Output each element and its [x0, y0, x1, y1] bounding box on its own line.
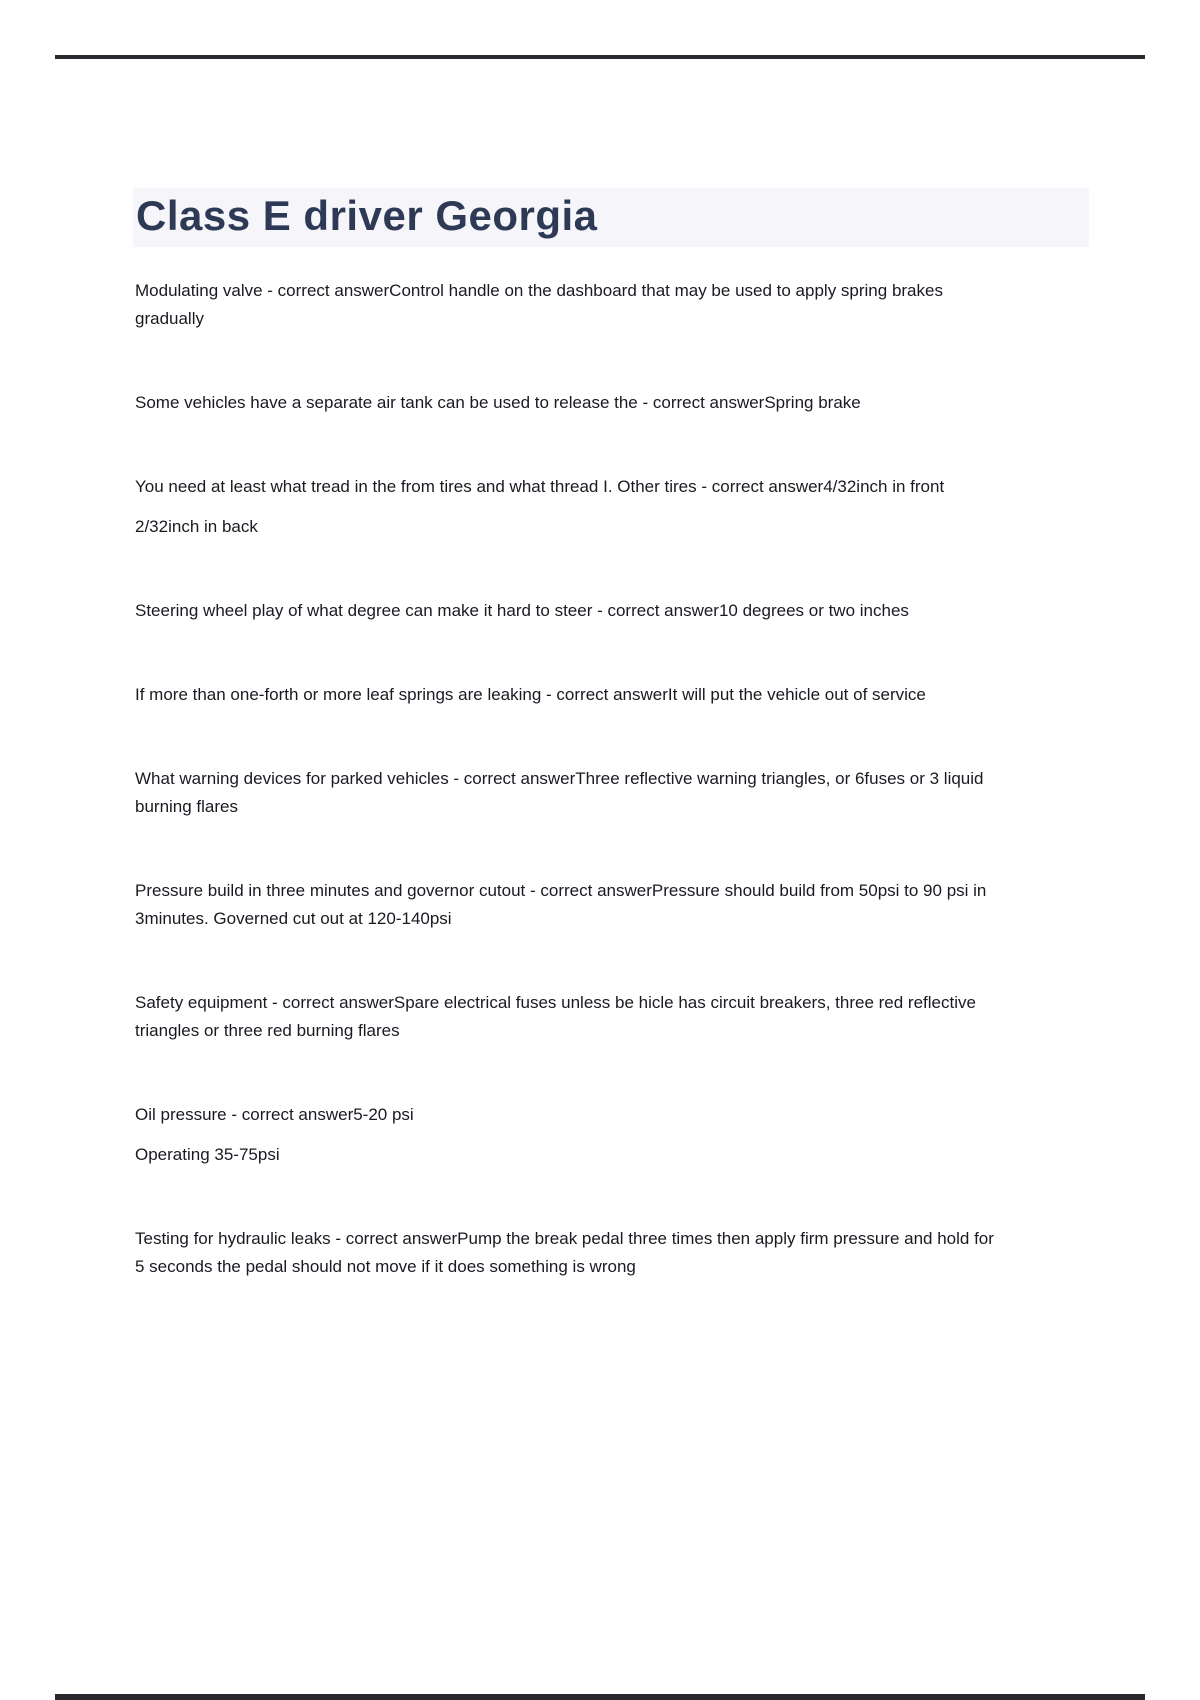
qa-paragraph: If more than one-forth or more leaf springs are leaking - correct answerIt will put the vehicle out of service: [135, 685, 926, 704]
qa-paragraph: 2/32inch in back: [135, 517, 258, 536]
qa-paragraph: You need at least what tread in the from tires and what thread I. Other tires - correct answer4/32inch in front: [135, 477, 945, 496]
qa-block: [135, 473, 1008, 541]
bottom-rule: [55, 1694, 1145, 1700]
qa-block: [135, 681, 1008, 709]
qa-paragraph: What warning devices for parked vehicles - correct answerThree reflective warning triangles, or 6fuses or 3 liquid burning flares: [135, 769, 984, 816]
qa-block: [135, 389, 1008, 417]
qa-block: [135, 1225, 1008, 1281]
qa-paragraph: Operating 35-75psi: [135, 1145, 280, 1164]
top-rule: [55, 55, 1145, 59]
qa-block: [135, 877, 1008, 933]
qa-paragraph: Modulating valve - correct answerControl handle on the dashboard that may be used to apply spring brakes gradually: [135, 281, 943, 328]
qa-block: [135, 989, 1008, 1045]
qa-list: [135, 277, 1008, 1281]
qa-paragraph: Testing for hydraulic leaks - correct answerPump the break pedal three times then apply firm pressure and hold for 5 seconds the pedal should not move if it does something is wrong: [135, 1229, 994, 1276]
qa-paragraph: Safety equipment - correct answerSpare electrical fuses unless be hicle has circuit breakers, three red reflective triangles or three red burning flares: [135, 993, 976, 1040]
page-title: Class E driver Georgia: [136, 192, 598, 239]
qa-paragraph: Oil pressure - correct answer5-20 psi: [135, 1105, 414, 1124]
qa-block: [135, 597, 1008, 625]
qa-paragraph: Some vehicles have a separate air tank can be used to release the - correct answerSpring brake: [135, 393, 861, 412]
qa-paragraph: Steering wheel play of what degree can make it hard to steer - correct answer10 degrees or two inches: [135, 601, 909, 620]
qa-block: [135, 765, 1008, 821]
qa-block: [135, 277, 1008, 333]
qa-block: [135, 1101, 1008, 1169]
title-band: [133, 188, 1089, 247]
qa-paragraph: Pressure build in three minutes and governor cutout - correct answerPressure should build from 50psi to 90 psi in 3minutes. Governed cut out at 120-140psi: [135, 881, 987, 928]
